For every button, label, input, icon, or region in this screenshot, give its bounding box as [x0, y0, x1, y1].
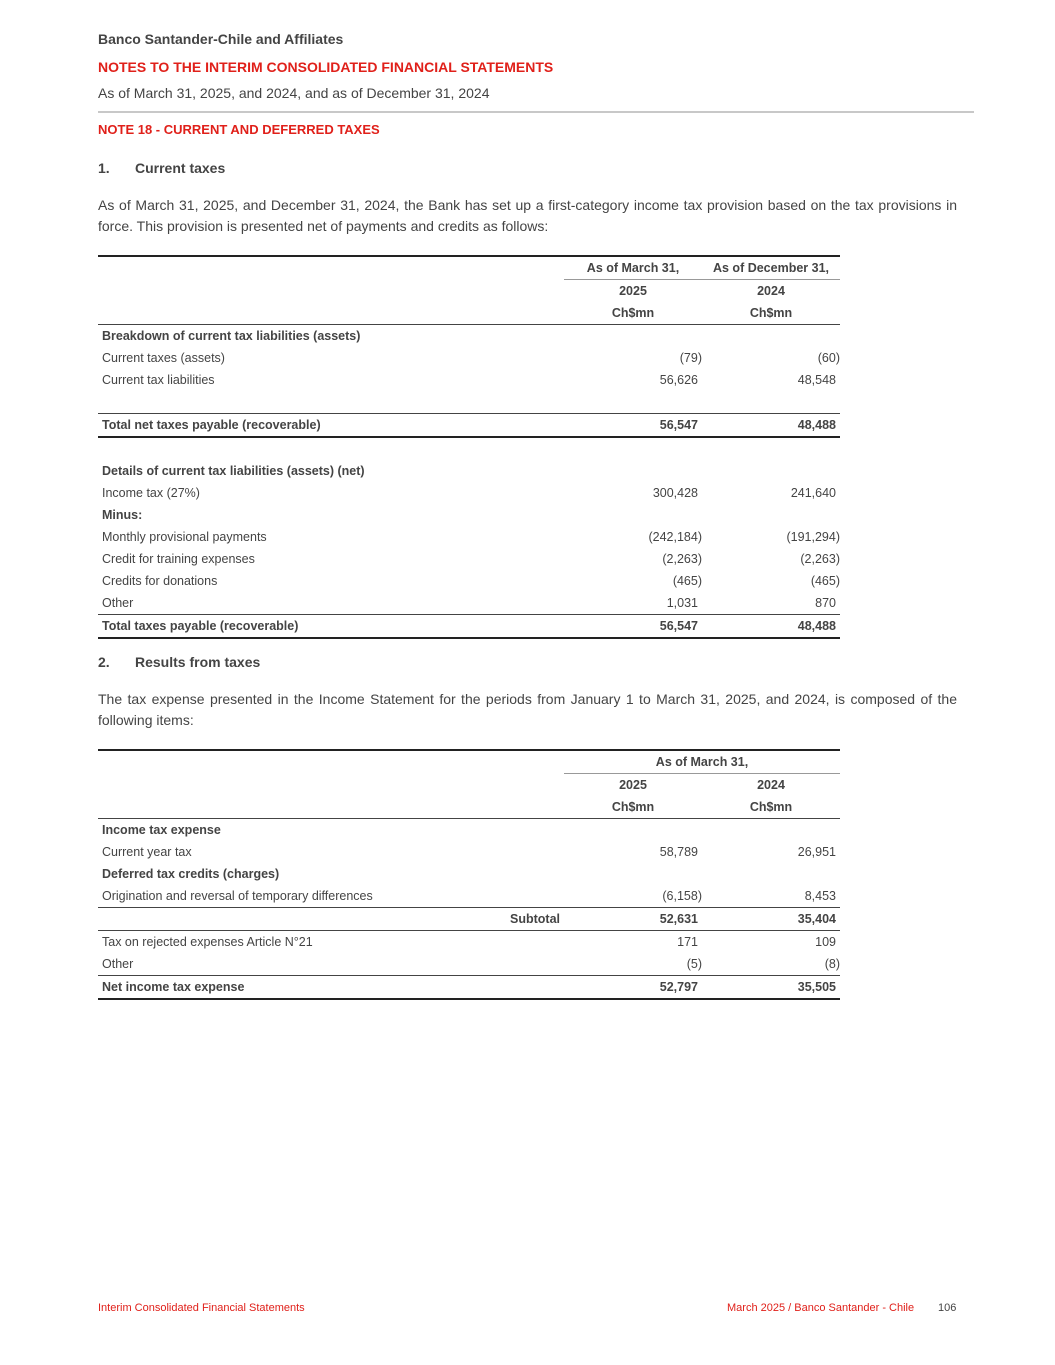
total-row: [98, 615, 840, 639]
row-value-2025: 171: [564, 931, 702, 954]
row-value-2025: (465): [672, 574, 702, 588]
row-value-2025: (2,263): [662, 552, 702, 566]
row-label: Other: [102, 596, 134, 610]
table-row: [98, 953, 840, 976]
row-value-2024: 35,505: [702, 976, 840, 1000]
page-number: 106: [938, 1302, 957, 1314]
table-row: [98, 592, 840, 615]
col-header-march: As of March 31,: [564, 256, 702, 280]
row-label: Income tax (27%): [102, 486, 200, 500]
col-year-2024: 2024: [757, 778, 785, 792]
row-label: Current year tax: [102, 845, 192, 859]
breakdown-title: Breakdown of current tax liabilities (assets): [102, 329, 361, 343]
tax-expense-table: [98, 749, 840, 1000]
row-label: Net income tax expense: [98, 976, 564, 1000]
row-label: Total taxes payable (recoverable): [98, 615, 564, 639]
note-heading: NOTE 18 - CURRENT AND DEFERRED TAXES: [98, 122, 380, 137]
table-row: [98, 482, 840, 504]
row-label: Credits for donations: [102, 574, 218, 588]
section-2-paragraph: The tax expense presented in the Income Statement for the periods from January 1 to March 31, 2025, and 2024, is composed of the following items:: [98, 691, 957, 728]
table-row: [98, 841, 840, 863]
table-row: [98, 526, 840, 548]
row-label: Current taxes (assets): [102, 351, 225, 365]
table-row: [98, 885, 840, 908]
total-row: [98, 976, 840, 1000]
row-value-2025: (242,184): [648, 530, 702, 544]
row-label: Other: [102, 957, 134, 971]
row-value-2024: 241,640: [790, 486, 836, 500]
section-1-paragraph: As of March 31, 2025, and December 31, 2024, the Bank has set up a first-category income tax provision based on the tax provisions in force. This provision is presented net of payments and credits as follows:: [98, 197, 957, 234]
row-value-2025: 56,547: [564, 414, 702, 438]
row-value-2024: (465): [810, 574, 840, 588]
row-label: Credit for training expenses: [102, 552, 255, 566]
table-row: [98, 548, 840, 570]
row-value-2024: (60): [817, 351, 840, 365]
row-value-2024: 35,404: [702, 908, 840, 931]
row-value-2024: 26,951: [797, 845, 836, 859]
col-header-march: As of March 31,: [564, 750, 840, 774]
footer-right: March 2025 / Banco Santander - Chile: [727, 1302, 915, 1314]
section-2-number: 2.: [98, 654, 110, 670]
section-2-heading: [98, 654, 260, 670]
row-label: Current tax liabilities: [102, 373, 215, 387]
row-label: Subtotal: [98, 908, 564, 931]
table-row: [98, 369, 840, 391]
table-row: [98, 347, 840, 369]
row-value-2024: 109: [702, 931, 840, 954]
section-1-number: 1.: [98, 160, 110, 176]
col-year-2025: 2025: [619, 284, 647, 298]
details-title: Details of current tax liabilities (assets) (net): [102, 464, 365, 478]
row-label: Total net taxes payable (recoverable): [98, 414, 564, 438]
header-divider: [98, 111, 974, 113]
income-tax-expense-title: Income tax expense: [102, 823, 221, 837]
subtotal-row: [98, 908, 840, 931]
row-label: Monthly provisional payments: [102, 530, 267, 544]
row-value-2025: 300,428: [652, 486, 698, 500]
row-value-2024: (8): [824, 957, 840, 971]
row-value-2024: 48,488: [702, 414, 840, 438]
col-year-2025: 2025: [619, 778, 647, 792]
table-row: [98, 931, 840, 954]
section-1-heading: [98, 160, 225, 176]
row-value-2024: 8,453: [804, 889, 836, 903]
minus-label: Minus:: [102, 508, 143, 522]
deferred-title: Deferred tax credits (charges): [102, 867, 280, 881]
row-value-2025: 58,789: [659, 845, 698, 859]
col-unit: Ch$mn: [564, 796, 702, 819]
row-label: Tax on rejected expenses Article N°21: [98, 931, 564, 954]
row-value-2025: (6,158): [662, 889, 702, 903]
col-year-2024: 2024: [757, 284, 785, 298]
footer-left: Interim Consolidated Financial Statements: [98, 1302, 305, 1314]
current-taxes-table: [98, 255, 840, 639]
row-label: Origination and reversal of temporary differences: [102, 889, 373, 903]
row-value-2025: (79): [679, 351, 702, 365]
row-value-2024: 870: [815, 596, 836, 610]
notes-title: NOTES TO THE INTERIM CONSOLIDATED FINANCIAL STATEMENTS: [98, 59, 554, 75]
row-value-2025: 52,797: [564, 976, 702, 1000]
col-unit: Ch$mn: [702, 302, 840, 325]
row-value-2024: 48,488: [702, 615, 840, 639]
col-unit: Ch$mn: [564, 302, 702, 325]
row-value-2024: 48,548: [797, 373, 836, 387]
col-header-december: As of December 31,: [702, 256, 840, 280]
row-value-2024: (191,294): [786, 530, 840, 544]
company-name: Banco Santander-Chile and Affiliates: [98, 31, 344, 47]
period-text: As of March 31, 2025, and 2024, and as of December 31, 2024: [98, 85, 490, 101]
row-value-2025: (5): [686, 957, 702, 971]
row-value-2025: 52,631: [564, 908, 702, 931]
row-value-2025: 56,626: [659, 373, 698, 387]
table-row: [98, 570, 840, 592]
total-row: [98, 414, 840, 438]
row-value-2025: 56,547: [564, 615, 702, 639]
col-unit: Ch$mn: [702, 796, 840, 819]
row-value-2024: (2,263): [800, 552, 840, 566]
section-1-title: Current taxes: [135, 160, 226, 176]
section-2-title: Results from taxes: [135, 654, 261, 670]
row-value-2025: 1,031: [666, 596, 698, 610]
